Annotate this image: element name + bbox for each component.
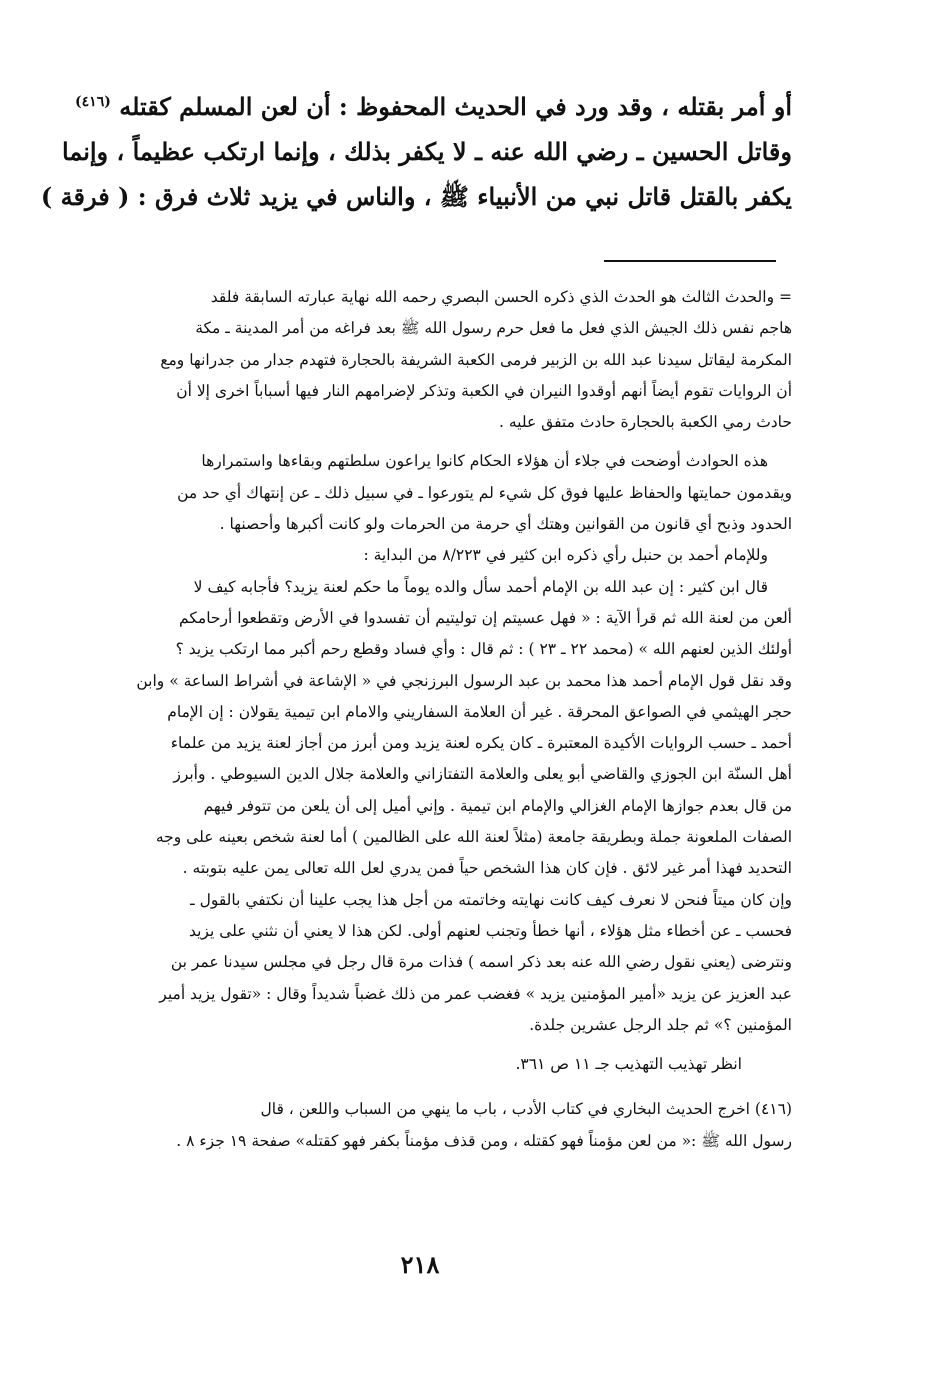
footnote-line: هاجم نفس ذلك الجيش الذي فعل ما فعل حرم رسول الله ﷺ بعد فراغه من أمر المدينة ـ مكة (195, 319, 792, 338)
footnote-line: وللإمام أحمد بن حنبل رأي ذكره ابن كثير في ٨/٢٢٣ من البداية : (363, 546, 768, 565)
footnote-line: حجر الهيثمي في الصواعق المحرقة . غير أن العلامة السفاريني والامام ابن تيمية يقولان : إن الإمام (167, 702, 792, 721)
footnote-line: أهل السنّة ابن الجوزي والقاضي أبو يعلى والعلامة التفتازاني والعلامة جلال الدين السيوطي . وأبرز (173, 765, 792, 784)
footnote-line: ونترضى (يعني نقول رضي الله عنه بعد ذكر اسمه ) فذات مرة قال رجل في مجلس سيدنا عمر بن (170, 953, 792, 972)
footnote-line: عبد العزيز عن يزيد «أمير المؤمنين يزيد » فغضب عمر من ذلك غضباً شديداً وقال : «تقول يزيد أمير (159, 984, 792, 1003)
footnote-line: المكرمة ليقاتل سيدنا عبد الله بن الزبير فرمى الكعبة الشريفة بالحجارة فتهدم جدار من جدرانها ومع (160, 350, 792, 369)
footnote-line: أن الروايات تقوم أيضاً أنهم أوقدوا النيران في الكعبة وتذكر لإضرامهم النار فيها أسباباً اخرى إلا أن (176, 381, 792, 400)
footnote-416-cont: رسول الله ﷺ :« من لعن مؤمناً فهو كقتله ، ومن قذف مؤمناً بكفر فهو كقتله» صفحة ١٩ جزء ٨ . (176, 1131, 792, 1150)
footnote-line: أولئك الذين لعنهم الله » (محمد ٢٢ ـ ٢٣ ) : ثم قال : وأي فساد وقطع رحم أكبر مما ارتكب يزيد ؟ (175, 640, 792, 659)
footnote-line: أحمد ـ حسب الروايات الأكيدة المعتبرة ـ كان يكره لعنة يزيد ومن أبرز من أجاز لعنة يزيد من علماء (170, 734, 792, 753)
footnote-line: هذه الحوادث أوضحت في جلاء أن هؤلاء الحكام كانوا يراعون سلطتهم وبقاءها واستمرارها (201, 452, 768, 471)
main-line-1 (75, 84, 792, 129)
footnote-separator (604, 260, 776, 262)
footnote-416: (٤١٦) اخرج الحديث البخاري في كتاب الأدب ، باب ما ينهي من السباب واللعن ، قال (260, 1100, 792, 1119)
footnote-line: قال ابن كثير : إن عبد الله بن الإمام أحمد سأل والده يوماً ما حكم لعنة يزيد؟ فأجابه كيف لا (193, 577, 768, 596)
page-number: ٢١٨ (400, 1250, 440, 1279)
main-line-3: يكفر بالقتل قاتل نبي من الأنبياء ﷺ ، والناس في يزيد ثلاث فرق : ( فرقة ) (40, 182, 792, 211)
footnote-line: الحدود وذبح أي قانون من القوانين وهتك أي حرمة من الحرمات ولو كانت أكبرها وأحصنها . (219, 515, 792, 534)
footnote-reference: (٤١٦) (75, 94, 111, 110)
footnote-line: المؤمنين ؟» ثم جلد الرجل عشرين جلدة. (529, 1015, 792, 1034)
footnote-line: الصفات الملعونة جملة وبطريقة جامعة (مثلاً لعنة الله على الظالمين ) أما لعنة شخص بعينه على وجه (155, 828, 792, 847)
footnote-line: وقد نقل قول الإمام أحمد هذا محمد بن عبد الرسول البرزنجي في « الإشاعة في أشراط الساعة » وابن (136, 671, 792, 690)
footnote-line: وإن كان ميتاً فنحن لا نعرف كيف كانت نهايته وخاتمته من أجل هذا يجب علينا أن نكتفي بالقول ـ (190, 890, 792, 909)
footnote-line: فحسب ـ عن أخطاء مثل هؤلاء ، أنها خطأ وتجنب لعنهم أولى. لكن هذا لا يعني أن نثني على يزيد (188, 921, 792, 940)
main-line-1-text: أو أمر بقتله ، وقد ورد في الحديث المحفوظ : أن لعن المسلم كقتله (119, 92, 792, 121)
footnote-line: حادث رمي الكعبة بالحجارة حادث متفق عليه . (499, 413, 792, 432)
footnote-line: من قال بعدم جوازها الإمام الغزالي والإمام ابن تيمية . وإني أميل إلى أن يلعن من تتوفر فيهم (203, 796, 792, 815)
footnote-line: ألعن من لعنة الله ثم قرأ الآية : « فهل عسيتم إن توليتيم أن تفسدوا في الأرض وتقطعوا أرحامكم (179, 608, 792, 627)
footnote-line: التحديد فهذا أمر غير لائق . فإن كان هذا الشخص حياً فمن يدري لعل الله تعالى يمن عليه بتوبته . (182, 859, 792, 878)
main-text (40, 84, 792, 219)
footnote-line: ويقدمون حمايتها والحفاظ عليها فوق كل شيء لم يتورعوا ـ في سبيل ذلك ـ عن إنتهاك أي حد من (177, 483, 792, 502)
main-line-2: وقاتل الحسين ـ رضي الله عنه ـ لا يكفر بذلك ، وإنما ارتكب عظيماً ، وإنما (62, 137, 792, 166)
footnote-line: = والحدث الثالث هو الحدث الذي ذكره الحسن البصري رحمه الله نهاية عبارته السابقة فلقد (210, 288, 792, 306)
footnote-citation: انظر تهذيب التهذيب جـ ١١ ص ٣٦١. (515, 1055, 742, 1074)
footnotes (80, 282, 792, 1157)
